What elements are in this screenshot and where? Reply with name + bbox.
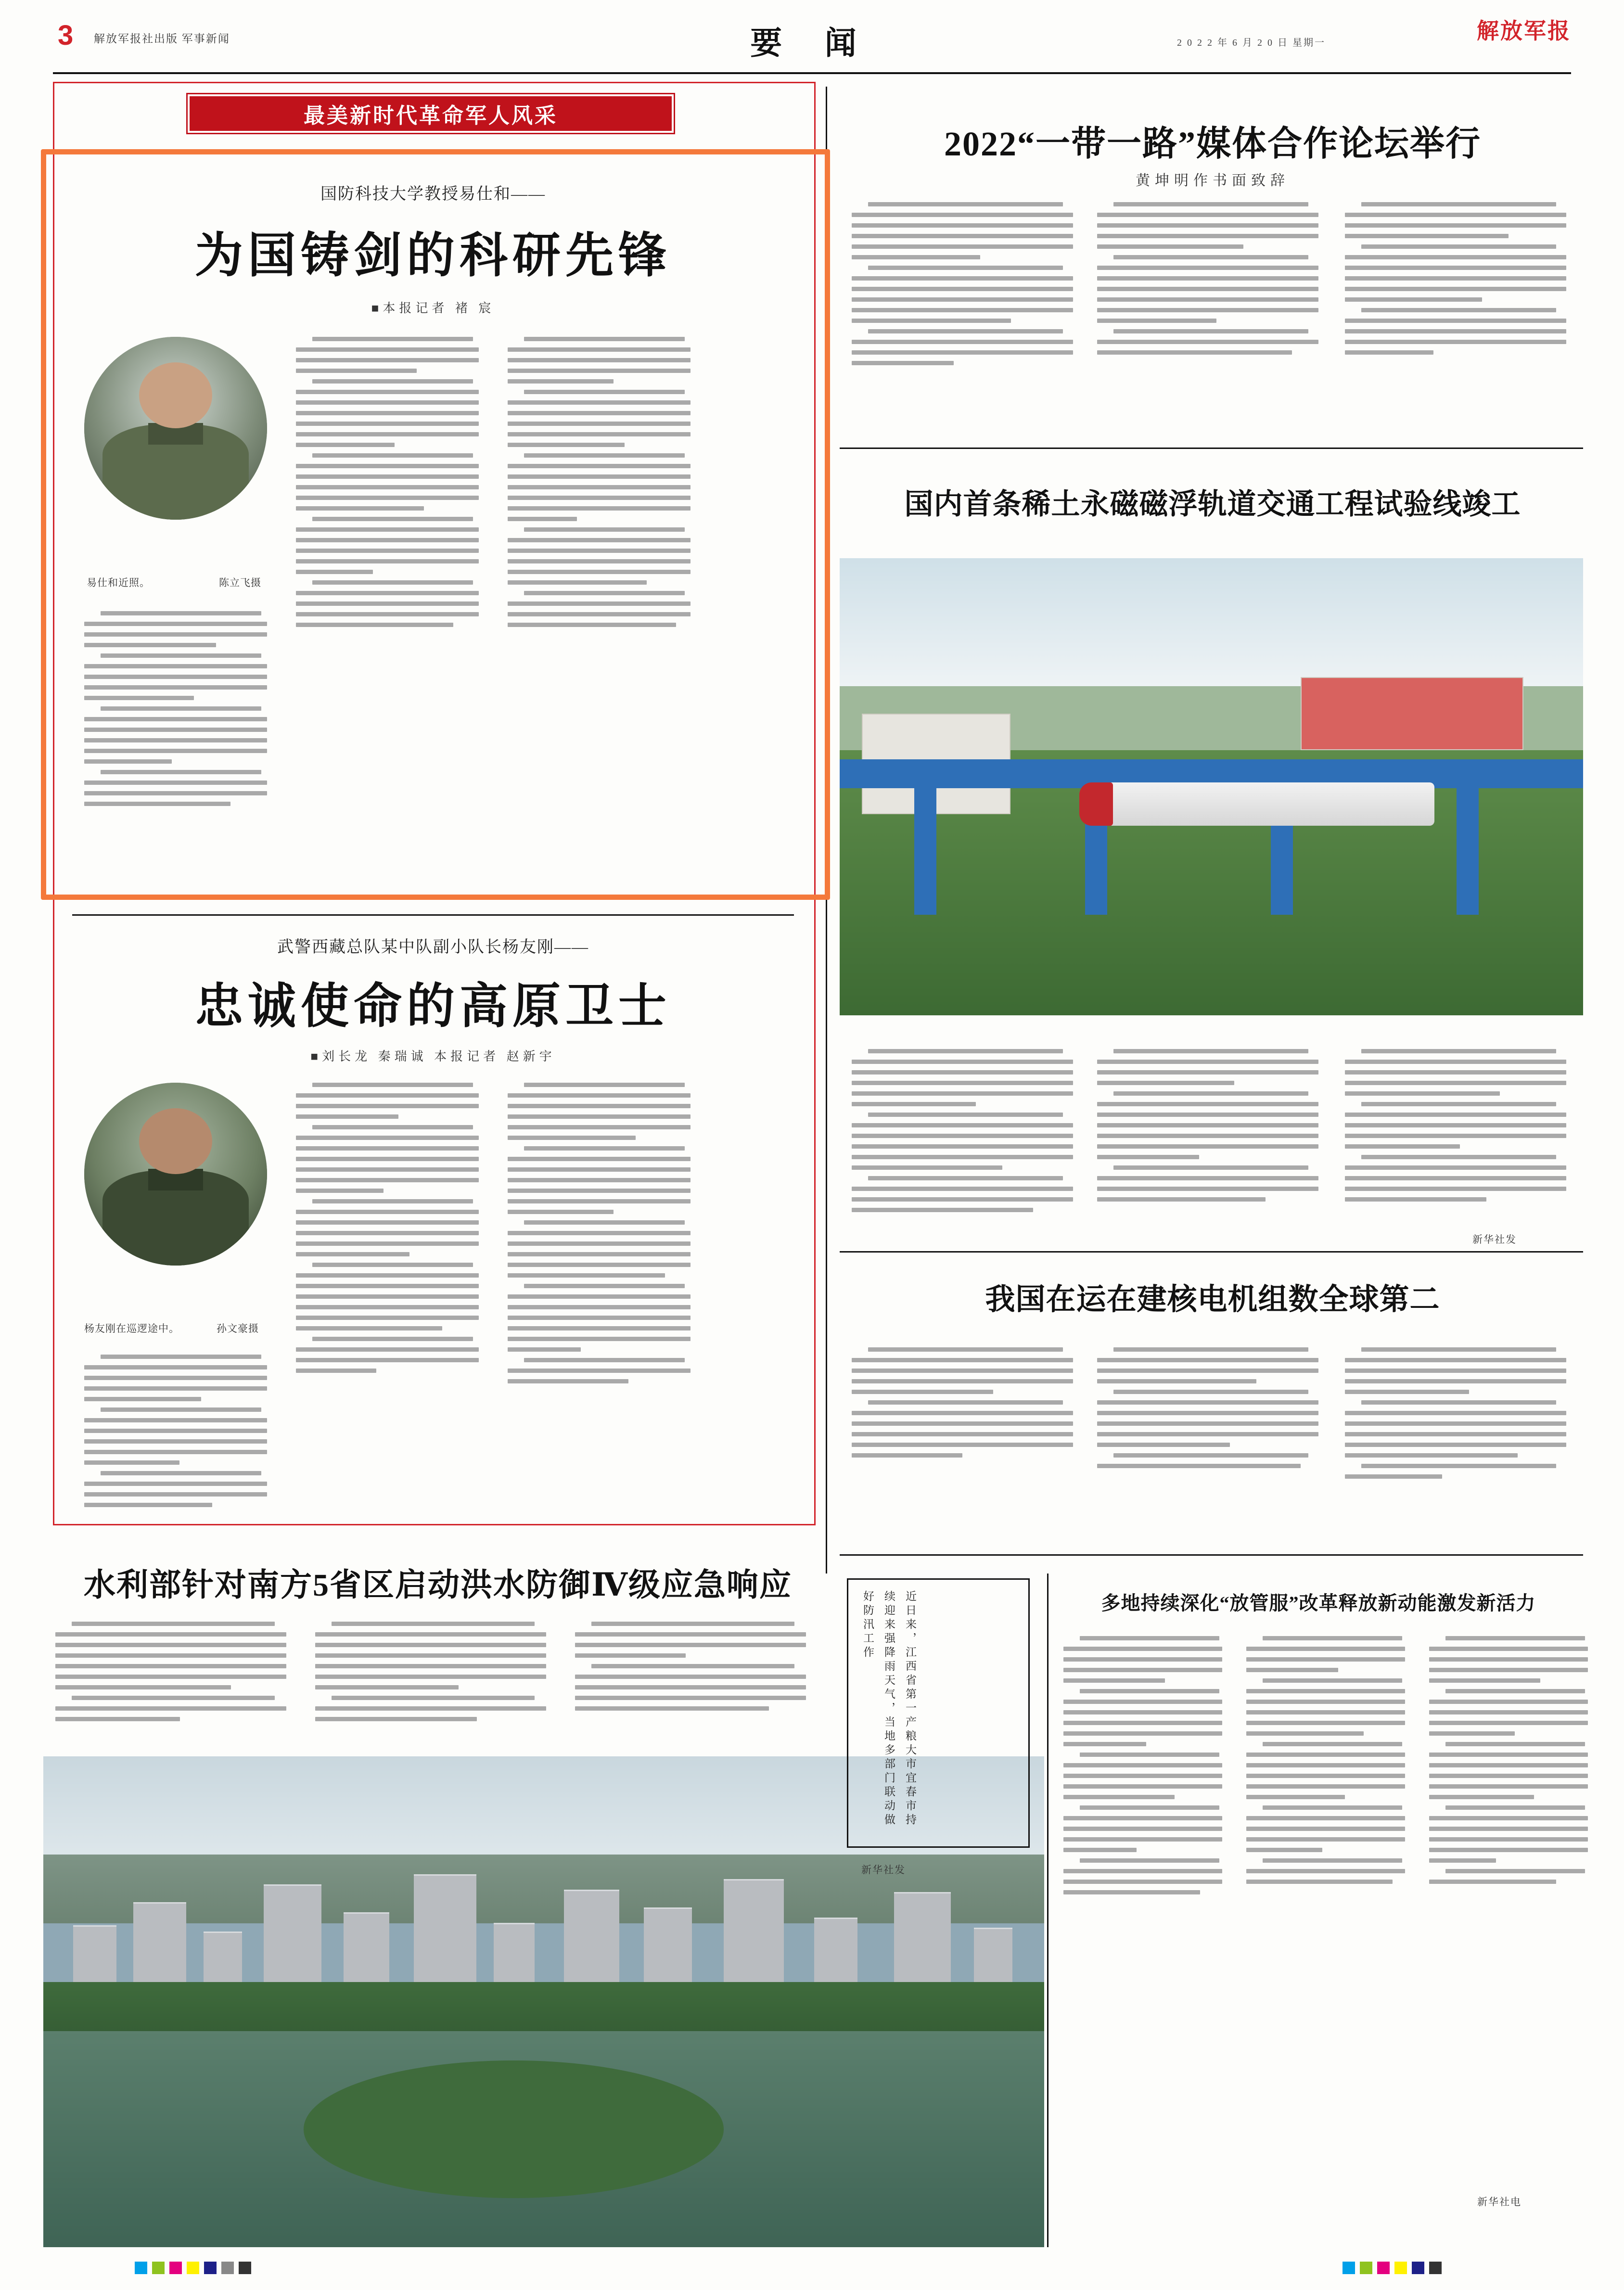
page-number: 3 — [58, 20, 74, 51]
print-registration-marks-right — [1343, 2262, 1442, 2274]
right-article1-text-column-1 — [852, 202, 1073, 371]
article2-photo-caption-right: 孙文豪摄 — [217, 1323, 259, 1334]
masthead-date: 2 0 2 2 年 6 月 2 0 日 星期一 — [1177, 38, 1326, 48]
right-section-divider-1 — [840, 448, 1583, 449]
article1-kicker: 国防科技大学教授易仕和—— — [320, 185, 546, 203]
right-article3-text-column-2 — [1097, 1347, 1318, 1474]
right-article1-title: 2022“一带一路”媒体合作论坛举行 — [944, 125, 1481, 163]
right-article3-text-column-1 — [852, 1347, 1073, 1464]
masthead — [0, 0, 1624, 72]
right-article2-text-column-3 — [1345, 1049, 1566, 1208]
right-article1-subtitle: 黄坤明作书面致辞 — [1136, 173, 1290, 189]
article1-byline: ■本报记者 褚 宸 — [371, 301, 495, 315]
right-article4-text-column-1 — [1063, 1636, 1222, 1901]
article1-photo-caption-right: 陈立飞摄 — [219, 577, 261, 588]
right-section-divider-3 — [840, 1554, 1583, 1556]
article2-photo-caption-left: 杨友刚在巡逻途中。 — [84, 1323, 179, 1334]
right-article2-text-column-2 — [1097, 1049, 1318, 1208]
article1-title: 为国铸剑的科研先锋 — [195, 229, 671, 282]
article2-byline: ■刘长龙 秦瑞诚 本报记者 赵新宇 — [310, 1049, 556, 1063]
sidebar-note-box — [847, 1578, 1030, 1848]
masthead-logo: 解放军报 — [1477, 19, 1571, 43]
right-article1-text-column-2 — [1097, 202, 1318, 361]
article3-title: 水利部针对南方5省区启动洪水防御Ⅳ级应急响应 — [84, 1568, 792, 1603]
right-article4-credit: 新华社电 — [1477, 2196, 1522, 2208]
feature-section-divider — [72, 914, 794, 916]
article2-kicker: 武警西藏总队某中队副小队长杨友刚—— — [277, 938, 589, 956]
right-article2-text-column-1 — [852, 1049, 1073, 1218]
article1-photo-caption-left: 易仕和近照。 — [87, 577, 150, 588]
right-article2-credit: 新华社发 — [1472, 1234, 1517, 1245]
print-registration-marks — [135, 2262, 251, 2274]
maglev-rail-photo — [840, 558, 1583, 1015]
header-divider — [53, 72, 1571, 74]
right-article1-text-column-3 — [1345, 202, 1566, 361]
article3-text-column-3 — [575, 1622, 806, 1717]
right-article4-title: 多地持续深化“放管服”改革释放新动能激发新活力 — [1101, 1592, 1536, 1614]
sidebar-note-credit: 新华社发 — [861, 1864, 906, 1876]
article2-text-column-2 — [296, 1083, 479, 1379]
article3-text-column-1 — [55, 1622, 286, 1727]
article1-text-column-2 — [296, 337, 479, 633]
article1-portrait — [84, 337, 267, 520]
page-title: 要 闻 — [750, 26, 874, 61]
right-article3-title: 我国在运在建核电机组数全球第二 — [985, 1283, 1440, 1316]
article2-text-column-3 — [508, 1083, 691, 1390]
article2-text-column-1 — [84, 1355, 267, 1513]
right-article3-text-column-3 — [1345, 1347, 1566, 1485]
feature-banner: 最美新时代革命军人风采 — [188, 94, 674, 133]
article1-text-column-3 — [508, 337, 691, 633]
article3-text-column-2 — [315, 1622, 546, 1727]
right-article4-text-column-3 — [1429, 1636, 1588, 1890]
sidebar-note-text: 近日来，江西省第一产粮大市宜春市持续迎来强降雨天气，当地多部门联动做好防汛工作 — [862, 1590, 916, 1828]
article1-text-column-1 — [84, 611, 267, 812]
article2-title: 忠诚使命的高原卫士 — [195, 980, 671, 1033]
right-article4-text-column-2 — [1246, 1636, 1405, 1890]
right-article2-title: 国内首条稀土永磁磁浮轨道交通工程试验线竣工 — [904, 488, 1521, 520]
column-divider-lower — [1047, 1574, 1049, 2247]
right-section-divider-2 — [840, 1251, 1583, 1253]
column-divider — [826, 87, 827, 1574]
article2-portrait — [84, 1083, 267, 1266]
masthead-publisher: 解放军报社出版 军事新闻 — [94, 33, 230, 45]
